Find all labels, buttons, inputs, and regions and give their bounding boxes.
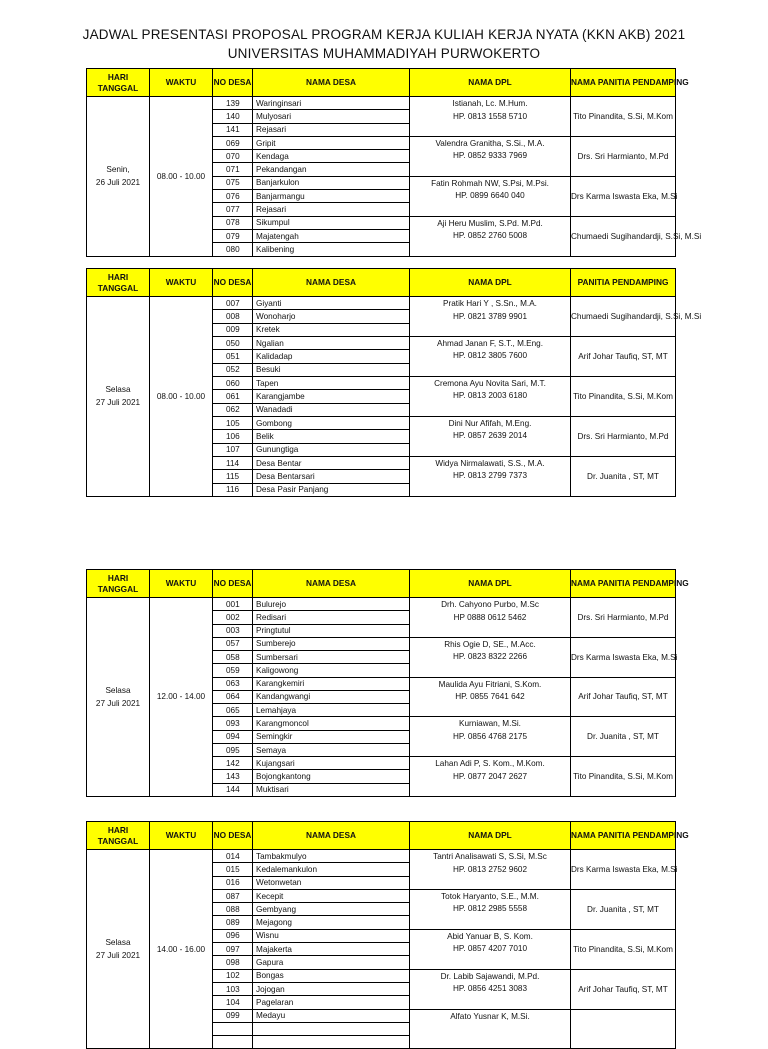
header-no-desa: NO DESA	[213, 822, 253, 850]
dpl-name: Totok Haryanto, S.E., M.M.	[441, 891, 539, 901]
no-desa-cell: 140	[213, 110, 253, 123]
nama-dpl-cell	[410, 717, 571, 757]
nama-desa-cell: Mulyosari	[253, 110, 410, 123]
no-desa-cell: 093	[213, 717, 253, 730]
no-desa-cell: 070	[213, 150, 253, 163]
nama-desa-cell: Pringtutul	[253, 624, 410, 637]
dpl-phone: HP 0888 0612 5462	[453, 612, 527, 622]
nama-dpl-cell	[410, 216, 571, 256]
nama-desa-cell: Sumbersari	[253, 651, 410, 664]
table-row	[87, 297, 676, 310]
dpl-name: Istianah, Lc. M.Hum.	[452, 99, 528, 108]
no-desa-cell: 104	[213, 996, 253, 1009]
no-desa-cell: 060	[213, 376, 253, 389]
no-desa-cell	[213, 1022, 253, 1035]
table-header-row	[87, 570, 676, 598]
header-waktu: WAKTU	[150, 269, 213, 297]
panitia-cell: Tito Pinandita, S.Si, M.Kom	[571, 97, 676, 137]
dpl-phone: HP. 0852 2760 5008	[452, 231, 528, 241]
no-desa-cell: 114	[213, 456, 253, 469]
panitia-cell: Tito Pinandita, S.Si, M.Kom	[571, 757, 676, 797]
header-nama-dpl: NAMA DPL	[410, 269, 571, 297]
dpl-phone: HP. 0821 3789 9901	[452, 311, 528, 321]
no-desa-cell: 050	[213, 336, 253, 349]
nama-desa-cell: Medayu	[253, 1009, 410, 1022]
hari-tanggal-cell: Senin, 26 Juli 2021	[87, 97, 150, 257]
panitia-cell: Drs. Sri Harmianto, M.Pd	[571, 598, 676, 638]
nama-dpl-cell	[410, 969, 571, 1009]
header-hari-tanggal: HARI TANGGAL	[87, 269, 150, 297]
panitia-cell: Tito Pinandita, S.Si, M.Kom	[571, 376, 676, 416]
nama-desa-cell: Kretek	[253, 323, 410, 336]
no-desa-cell: 087	[213, 889, 253, 902]
nama-desa-cell: Pagelaran	[253, 996, 410, 1009]
no-desa-cell: 095	[213, 743, 253, 756]
dpl-phone: HP. 0855 7641 642	[455, 692, 525, 702]
nama-desa-cell: Kandangwangi	[253, 690, 410, 703]
no-desa-cell: 115	[213, 470, 253, 483]
nama-dpl-cell	[410, 97, 571, 137]
no-desa-cell: 106	[213, 430, 253, 443]
no-desa-cell: 088	[213, 903, 253, 916]
no-desa-cell: 144	[213, 783, 253, 796]
panitia-cell: Tito Pinandita, S.Si, M.Kom	[571, 929, 676, 969]
nama-desa-cell: Lemahjaya	[253, 704, 410, 717]
nama-dpl-cell	[410, 1009, 571, 1049]
nama-desa-cell: Gripit	[253, 136, 410, 149]
nama-desa-cell: Mejagong	[253, 916, 410, 929]
header-no-desa: NO DESA	[213, 570, 253, 598]
nama-desa-cell: Banjarkulon	[253, 176, 410, 189]
nama-desa-cell: Bulurejo	[253, 598, 410, 611]
nama-desa-cell: Wanadadi	[253, 403, 410, 416]
no-desa-cell: 071	[213, 163, 253, 176]
nama-desa-cell: Rejasari	[253, 123, 410, 136]
dpl-phone: HP. 0857 2639 2014	[452, 431, 528, 441]
no-desa-cell: 076	[213, 190, 253, 203]
no-desa-cell: 139	[213, 97, 253, 110]
header-nama-dpl: NAMA DPL	[410, 822, 571, 850]
nama-desa-cell: Kendaga	[253, 150, 410, 163]
no-desa-cell: 002	[213, 611, 253, 624]
header-hari-tanggal: HARI TANGGAL	[87, 69, 150, 97]
table-header-row	[87, 269, 676, 297]
no-desa-cell: 008	[213, 310, 253, 323]
panitia-cell: Arif Johar Taufiq, ST, MT	[571, 336, 676, 376]
no-desa-cell: 142	[213, 757, 253, 770]
header-waktu: WAKTU	[150, 822, 213, 850]
nama-desa-cell: Gunungtiga	[253, 443, 410, 456]
nama-dpl-cell	[410, 297, 571, 337]
nama-desa-cell: Belik	[253, 430, 410, 443]
hari-tanggal-cell: Selasa 27 Juli 2021	[87, 297, 150, 497]
document-title: JADWAL PRESENTASI PROPOSAL PROGRAM KERJA KULIAH KERJA NYATA (KKN AKB) 2021	[82, 27, 686, 42]
no-desa-cell: 094	[213, 730, 253, 743]
no-desa-cell: 102	[213, 969, 253, 982]
table-header-row	[87, 69, 676, 97]
nama-desa-cell: Kedalemankulon	[253, 863, 410, 876]
table-row	[87, 97, 676, 110]
nama-dpl-cell	[410, 929, 571, 969]
panitia-cell: Dr. Juanita , ST, MT	[571, 889, 676, 929]
nama-desa-cell: Majatengah	[253, 229, 410, 242]
no-desa-cell: 058	[213, 651, 253, 664]
no-desa-cell: 051	[213, 350, 253, 363]
nama-desa-cell: Wisnu	[253, 929, 410, 942]
panitia-cell: Drs Karma Iswasta Eka, M.Si	[571, 176, 676, 216]
no-desa-cell: 003	[213, 624, 253, 637]
no-desa-cell: 096	[213, 929, 253, 942]
waktu-cell: 08.00 - 10.00	[150, 97, 213, 257]
panitia-cell	[571, 1009, 676, 1049]
nama-desa-cell: Sumberejo	[253, 637, 410, 650]
nama-desa-cell: Kaligowong	[253, 664, 410, 677]
nama-desa-cell: Bojongkantong	[253, 770, 410, 783]
no-desa-cell: 116	[213, 483, 253, 496]
dpl-name: Maulida Ayu Fitriani, S.Kom.	[438, 679, 542, 689]
no-desa-cell: 079	[213, 229, 253, 242]
no-desa-cell: 007	[213, 297, 253, 310]
dpl-name: Pratik Hari Y , S.Sn., M.A.	[443, 299, 537, 308]
nama-desa-cell: Kalidadap	[253, 350, 410, 363]
no-desa-cell: 059	[213, 664, 253, 677]
no-desa-cell: 141	[213, 123, 253, 136]
nama-dpl-cell	[410, 336, 571, 376]
nama-desa-cell: Sikumpul	[253, 216, 410, 229]
dpl-phone: HP. 0812 2985 5558	[452, 904, 528, 914]
no-desa-cell: 105	[213, 416, 253, 429]
nama-desa-cell: Karangkemiri	[253, 677, 410, 690]
header-waktu: WAKTU	[150, 69, 213, 97]
header-panitia: NAMA PANITIA PENDAMPING	[571, 69, 676, 97]
dpl-name: Aji Heru Muslim, S.Pd. M.Pd.	[437, 218, 543, 228]
header-no-desa: NO DESA	[213, 269, 253, 297]
dpl-name: Kurniawan, M.Si.	[459, 719, 521, 729]
no-desa-cell: 080	[213, 243, 253, 256]
nama-desa-cell: Semaya	[253, 743, 410, 756]
dpl-phone: HP. 0813 2799 7373	[452, 471, 528, 481]
nama-desa-cell: Rejasari	[253, 203, 410, 216]
header-panitia: NAMA PANITIA PENDAMPING	[571, 822, 676, 850]
dpl-phone: HP. 0813 2752 9602	[452, 864, 528, 874]
nama-desa-cell: Ngalian	[253, 336, 410, 349]
panitia-cell: Drs Karma Iswasta Eka, M.Si	[571, 637, 676, 677]
table-row	[87, 850, 676, 863]
header-nama-dpl: NAMA DPL	[410, 570, 571, 598]
no-desa-cell: 097	[213, 943, 253, 956]
hari-tanggal-cell: Selasa 27 Juli 2021	[87, 850, 150, 1049]
nama-desa-cell: Majakerta	[253, 943, 410, 956]
header-no-desa: NO DESA	[213, 69, 253, 97]
dpl-phone: HP. 0857 4207 7010	[452, 944, 528, 954]
no-desa-cell: 065	[213, 704, 253, 717]
dpl-name: Cremona Ayu Novita Sari, M.T.	[434, 378, 546, 388]
header-panitia: NAMA PANITIA PENDAMPING	[571, 570, 676, 598]
waktu-cell: 08.00 - 10.00	[150, 297, 213, 497]
dpl-name: Drh. Cahyono Purbo, M.Sc	[441, 600, 539, 609]
no-desa-cell: 098	[213, 956, 253, 969]
dpl-name: Fatin Rohmah NW, S.Psi, M.Psi.	[431, 178, 549, 188]
dpl-name: Abid Yanuar B, S. Kom.	[447, 931, 533, 941]
dpl-phone: HP. 0877 2047 2627	[452, 771, 528, 781]
panitia-cell: Dr. Juanita , ST, MT	[571, 456, 676, 496]
nama-desa-cell: Wonoharjo	[253, 310, 410, 323]
nama-desa-cell: Gembyang	[253, 903, 410, 916]
dpl-phone: HP. 0823 8322 2266	[452, 652, 528, 662]
no-desa-cell: 057	[213, 637, 253, 650]
dpl-name: Tantri Analisawati S, S.Si, M.Sc	[433, 852, 547, 861]
no-desa-cell: 089	[213, 916, 253, 929]
nama-dpl-cell	[410, 677, 571, 717]
nama-desa-cell: Wetonwetan	[253, 876, 410, 889]
no-desa-cell: 062	[213, 403, 253, 416]
dpl-phone: HP. 0813 2003 6180	[452, 391, 528, 401]
no-desa-cell: 078	[213, 216, 253, 229]
nama-dpl-cell	[410, 850, 571, 890]
table-row	[87, 598, 676, 611]
no-desa-cell: 064	[213, 690, 253, 703]
dpl-name: Rhis Ogie D, SE., M.Acc.	[444, 639, 536, 649]
nama-desa-cell: Gapura	[253, 956, 410, 969]
header-waktu: WAKTU	[150, 570, 213, 598]
header-nama-desa: NAMA DESA	[253, 269, 410, 297]
nama-desa-cell	[253, 1036, 410, 1049]
nama-dpl-cell	[410, 889, 571, 929]
dpl-phone: HP. 0856 4251 3083	[452, 984, 528, 994]
nama-desa-cell: Karangjambe	[253, 390, 410, 403]
nama-desa-cell: Giyanti	[253, 297, 410, 310]
dpl-name: Lahan Adi P, S. Kom., M.Kom.	[435, 759, 545, 769]
nama-desa-cell: Besuki	[253, 363, 410, 376]
header-panitia: PANITIA PENDAMPING	[571, 269, 676, 297]
dpl-phone: HP. 0899 6640 040	[455, 191, 525, 201]
dpl-name: Valendra Granitha, S.Si., M.A.	[435, 138, 545, 148]
nama-desa-cell: Kalibening	[253, 243, 410, 256]
nama-dpl-cell	[410, 598, 571, 638]
no-desa-cell: 001	[213, 598, 253, 611]
panitia-cell: Drs. Sri Harmianto, M.Pd	[571, 136, 676, 176]
dpl-phone: HP. 0852 9333 7969	[452, 151, 528, 161]
nama-desa-cell: Kujangsari	[253, 757, 410, 770]
panitia-cell: Chumaedi Sugihandardji, S.Si, M.Si	[571, 216, 676, 256]
panitia-cell: Arif Johar Taufiq, ST, MT	[571, 969, 676, 1009]
no-desa-cell: 063	[213, 677, 253, 690]
nama-dpl-cell	[410, 136, 571, 176]
nama-desa-cell: Tambakmulyo	[253, 850, 410, 863]
document-subtitle: UNIVERSITAS MUHAMMADIYAH PURWOKERTO	[227, 46, 541, 61]
panitia-cell: Drs Karma Iswasta Eka, M.Si	[571, 850, 676, 890]
table-header-row	[87, 822, 676, 850]
dpl-name: Ahmad Janan F, S.T., M.Eng.	[436, 338, 544, 348]
no-desa-cell: 014	[213, 850, 253, 863]
waktu-cell: 14.00 - 16.00	[150, 850, 213, 1049]
no-desa-cell: 143	[213, 770, 253, 783]
header-nama-dpl: NAMA DPL	[410, 69, 571, 97]
nama-desa-cell: Desa Bentar	[253, 456, 410, 469]
header-hari-tanggal: HARI TANGGAL	[87, 570, 150, 598]
nama-desa-cell: Kecepit	[253, 889, 410, 902]
dpl-name: Dr. Labib Sajawandi, M.Pd.	[440, 971, 540, 981]
nama-desa-cell: Tapen	[253, 376, 410, 389]
no-desa-cell: 009	[213, 323, 253, 336]
nama-desa-cell: Banjarmangu	[253, 190, 410, 203]
dpl-name: Dini Nur Afifah, M.Eng.	[448, 418, 532, 428]
no-desa-cell: 052	[213, 363, 253, 376]
no-desa-cell: 016	[213, 876, 253, 889]
no-desa-cell: 077	[213, 203, 253, 216]
no-desa-cell: 099	[213, 1009, 253, 1022]
nama-desa-cell	[253, 1022, 410, 1035]
hari-tanggal-cell: Selasa 27 Juli 2021	[87, 598, 150, 797]
no-desa-cell: 075	[213, 176, 253, 189]
header-nama-desa: NAMA DESA	[253, 69, 410, 97]
nama-desa-cell: Semingkir	[253, 730, 410, 743]
nama-desa-cell: Pekandangan	[253, 163, 410, 176]
no-desa-cell: 069	[213, 136, 253, 149]
no-desa-cell	[213, 1036, 253, 1049]
nama-desa-cell: Desa Bentarsari	[253, 470, 410, 483]
nama-dpl-cell	[410, 176, 571, 216]
nama-desa-cell: Gombong	[253, 416, 410, 429]
nama-desa-cell: Waringinsari	[253, 97, 410, 110]
schedule-table	[86, 569, 689, 797]
dpl-phone: HP. 0813 1558 5710	[452, 111, 528, 121]
panitia-cell: Drs. Sri Harmianto, M.Pd	[571, 416, 676, 456]
nama-desa-cell: Karangmoncol	[253, 717, 410, 730]
header-hari-tanggal: HARI TANGGAL	[87, 822, 150, 850]
schedule-table	[86, 68, 702, 257]
nama-desa-cell: Redisari	[253, 611, 410, 624]
nama-desa-cell: Jojogan	[253, 982, 410, 995]
nama-dpl-cell	[410, 637, 571, 677]
dpl-name: Widya Nirmalawati, S.S., M.A.	[435, 458, 545, 468]
panitia-cell: Dr. Juanita , ST, MT	[571, 717, 676, 757]
header-nama-desa: NAMA DESA	[253, 570, 410, 598]
no-desa-cell: 103	[213, 982, 253, 995]
nama-desa-cell: Bongas	[253, 969, 410, 982]
schedule-table	[86, 821, 689, 1049]
no-desa-cell: 015	[213, 863, 253, 876]
dpl-name: Alfato Yusnar K, M.Si.	[450, 1011, 530, 1021]
panitia-cell: Chumaedi Sugihandardji, S.Si, M.Si	[571, 297, 676, 337]
nama-dpl-cell	[410, 757, 571, 797]
nama-desa-cell: Desa Pasir Panjang	[253, 483, 410, 496]
dpl-phone: HP. 0856 4768 2175	[452, 731, 528, 741]
nama-dpl-cell	[410, 416, 571, 456]
panitia-cell: Arif Johar Taufiq, ST, MT	[571, 677, 676, 717]
dpl-phone: HP. 0812 3805 7600	[452, 351, 528, 361]
nama-dpl-cell	[410, 376, 571, 416]
waktu-cell: 12.00 - 14.00	[150, 598, 213, 797]
no-desa-cell: 061	[213, 390, 253, 403]
no-desa-cell: 107	[213, 443, 253, 456]
nama-desa-cell: Muktisari	[253, 783, 410, 796]
header-nama-desa: NAMA DESA	[253, 822, 410, 850]
nama-dpl-cell	[410, 456, 571, 496]
schedule-table	[86, 268, 702, 497]
